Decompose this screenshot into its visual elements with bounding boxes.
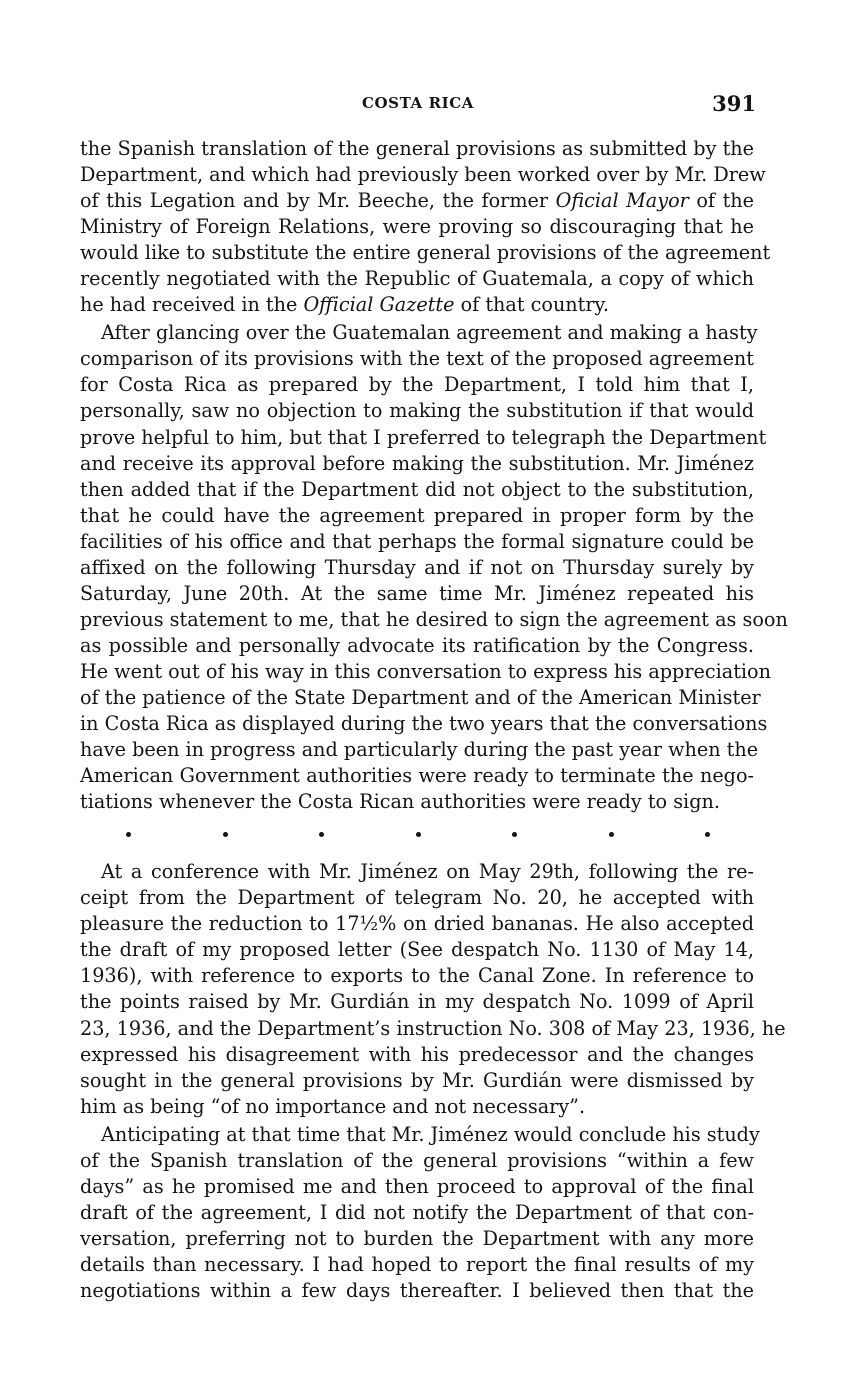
- body-text: [80, 136, 788, 1304]
- text-line: Ministry of Foreign Relations, were proving so discouraging that he: [80, 215, 754, 239]
- ellipsis-dot: [609, 832, 614, 837]
- text-line: draft of the agreement, I did not notify the Department of that con-: [80, 1200, 754, 1224]
- text-segment: of the: [688, 189, 754, 213]
- text-line: [80, 188, 754, 214]
- italic-text: Official Gazette: [303, 293, 455, 317]
- text-line: the draft of my proposed letter (See despatch No. 1130 of May 14,: [80, 938, 754, 962]
- text-line: 23, 1936, and the Department’s instruction No. 308 of May 23, 1936, he: [80, 1016, 786, 1040]
- text-line: recently negotiated with the Republic of Guatemala, a copy of which: [80, 267, 754, 291]
- text-line: in Costa Rica as displayed during the two years that the conversations: [80, 712, 768, 736]
- text-line: then added that if the Department did not object to the substitution,: [80, 477, 754, 501]
- text-line: have been in progress and particularly during the past year when the: [80, 738, 759, 762]
- text-line: affixed on the following Thursday and if not on Thursday surely by: [80, 555, 754, 579]
- text-line: would like to substitute the entire general provisions of the agreement: [80, 241, 771, 265]
- page-header: [80, 91, 756, 117]
- text-line: prove helpful to him, but that I preferred to telegraph the Department: [80, 425, 767, 449]
- text-line: that he could have the agreement prepared in proper form by the: [80, 503, 754, 527]
- text-line: Anticipating at that time that Mr. Jiménez would conclude his study: [101, 1122, 760, 1146]
- text-line: pleasure the reduction to 17½% on dried bananas. He also accepted: [80, 912, 754, 936]
- text-line: sought in the general provisions by Mr. Gurdián were dismissed by: [80, 1068, 754, 1092]
- italic-text: Oficial Mayor: [555, 189, 689, 213]
- text-line: the points raised by Mr. Gurdián in my despatch No. 1099 of April: [80, 990, 754, 1014]
- ellipsis-dot: [319, 832, 324, 837]
- text-line: American Government authorities were ready to terminate the nego-: [80, 764, 754, 788]
- text-line: for Costa Rica as prepared by the Department, I told him that I,: [80, 373, 754, 397]
- text-line: At a conference with Mr. Jiménez on May 29th, following the re-: [101, 860, 754, 884]
- text-line: days” as he promised me and then proceed to approval of the final: [80, 1174, 754, 1198]
- ellipsis-dot: [126, 832, 131, 837]
- text-line: him as being “of no importance and not necessary”.: [80, 1094, 586, 1118]
- running-head: COSTA RICA: [361, 94, 475, 112]
- page-number: 391: [712, 91, 756, 116]
- ellipsis-dot: [512, 832, 517, 837]
- text-line: the Spanish translation of the general provisions as submitted by the: [80, 137, 754, 160]
- text-line: of the Spanish translation of the general provisions “within a few: [80, 1148, 754, 1172]
- text-line: He went out of his way in this conversation to express his appreciation: [80, 659, 771, 683]
- text-line: tiations whenever the Costa Rican authorities were ready to sign.: [80, 790, 720, 814]
- text-line: comparison of its provisions with the text of the proposed agreement: [80, 347, 754, 371]
- text-line: Department, and which had previously been worked over by Mr. Drew: [80, 163, 766, 187]
- text-line: negotiations within a few days thereafter. I believed then that the: [80, 1278, 754, 1302]
- text-line: of the patience of the State Department and of the American Minister: [80, 685, 761, 709]
- text-line: [80, 292, 754, 318]
- omission-ellipsis: [80, 819, 754, 849]
- text-line: as possible and personally advocate its ratification by the Congress.: [80, 633, 754, 657]
- text-line: and receive its approval before making the substitution. Mr. Jiménez: [80, 451, 754, 475]
- text-line: facilities of his office and that perhaps the formal signature could be: [80, 529, 754, 553]
- paragraph: [80, 320, 788, 815]
- text-line: previous statement to me, that he desired to sign the agreement as soon: [80, 607, 788, 631]
- text-line: 1936), with reference to exports to the Canal Zone. In reference to: [80, 964, 754, 988]
- ellipsis-dot: [705, 832, 710, 837]
- text-segment: of this Legation and by Mr. Beeche, the former: [80, 189, 556, 213]
- text-line: Saturday, June 20th. At the same time Mr. Jiménez repeated his: [80, 581, 754, 605]
- text-line: ceipt from the Department of telegram No. 20, he accepted with: [80, 886, 754, 910]
- text-line: expressed his disagreement with his predecessor and the changes: [80, 1042, 754, 1066]
- ellipsis-dot: [416, 832, 421, 837]
- paragraph: [80, 1122, 760, 1304]
- text-line: personally, saw no objection to making the substitution if that would: [80, 399, 754, 423]
- text-line: details than necessary. I had hoped to report the final results of my: [80, 1252, 754, 1276]
- ellipsis-dot: [223, 832, 228, 837]
- paragraph: [80, 859, 786, 1119]
- text-segment: of that country.: [454, 293, 609, 317]
- paragraph: [80, 136, 771, 318]
- text-line: After glancing over the Guatemalan agreement and making a hasty: [101, 321, 758, 345]
- text-line: versation, preferring not to burden the Department with any more: [80, 1226, 754, 1250]
- text-segment: he had received in the: [80, 293, 304, 317]
